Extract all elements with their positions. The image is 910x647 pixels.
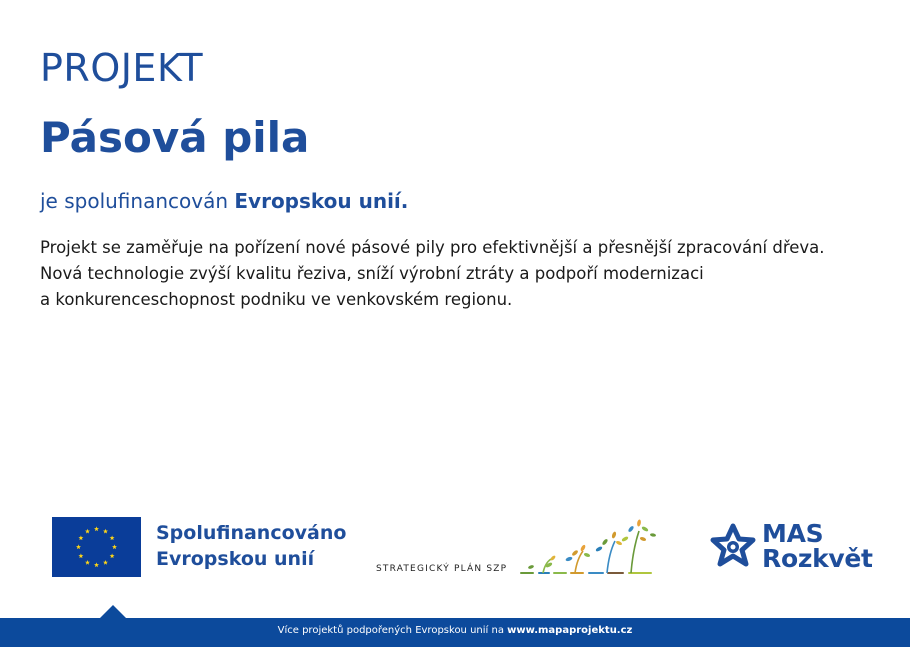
eu-star-icon (78, 535, 83, 540)
eu-flag-icon (52, 517, 141, 577)
eu-star-icon (112, 544, 117, 549)
cofinanced-statement (40, 189, 408, 213)
cofinanced-prefix: je spolufinancován (40, 189, 229, 213)
mas-text-line1: MAS (762, 519, 824, 548)
eu-star-icon (85, 529, 90, 534)
eu-star-icon (78, 553, 83, 558)
szp-plants-icon (519, 515, 664, 579)
eu-star-icon (103, 529, 108, 534)
eu-text-line1: Spolufinancováno (156, 522, 347, 544)
description-line: Projekt se zaměřuje na pořízení nové pásové pily pro efektivnější a přesnější zpracování dřeva. (40, 238, 825, 257)
eu-stars-icon (52, 517, 141, 577)
description-line: a konkurenceschopnost podniku ve venkovském regionu. (40, 290, 513, 309)
eu-cofinanced-text (156, 520, 346, 572)
description-line: Nová technologie zvýší kvalitu řeziva, sníží výrobní ztráty a podpoří modernizaci (40, 264, 704, 283)
eu-text-line2: Evropskou unií (156, 548, 315, 570)
eu-star-icon (110, 535, 115, 540)
eu-star-icon (76, 544, 81, 549)
eu-star-icon (110, 553, 115, 558)
footer-text-prefix: Více projektů podpořených Evropskou unií na (277, 625, 504, 636)
footer-text (0, 625, 910, 636)
footer-link[interactable]: www.mapaprojektu.cz (507, 625, 633, 636)
mas-rozkvet-text (762, 521, 873, 571)
project-description (40, 235, 890, 313)
eu-star-icon (85, 560, 90, 565)
mas-text-line2: Rozkvět (762, 544, 873, 573)
cofinanced-bold: Evropskou unií. (234, 189, 409, 213)
szp-text: STRATEGICKÝ PLÁN SZP (376, 564, 508, 574)
eu-star-icon (103, 560, 108, 565)
eu-star-icon (94, 562, 99, 567)
project-title: Pásová pila (40, 113, 310, 162)
mas-rozkvet-logo-icon (708, 522, 758, 572)
footer-notch (100, 605, 126, 618)
project-label: PROJEKT (40, 46, 204, 90)
eu-star-icon (94, 526, 99, 531)
